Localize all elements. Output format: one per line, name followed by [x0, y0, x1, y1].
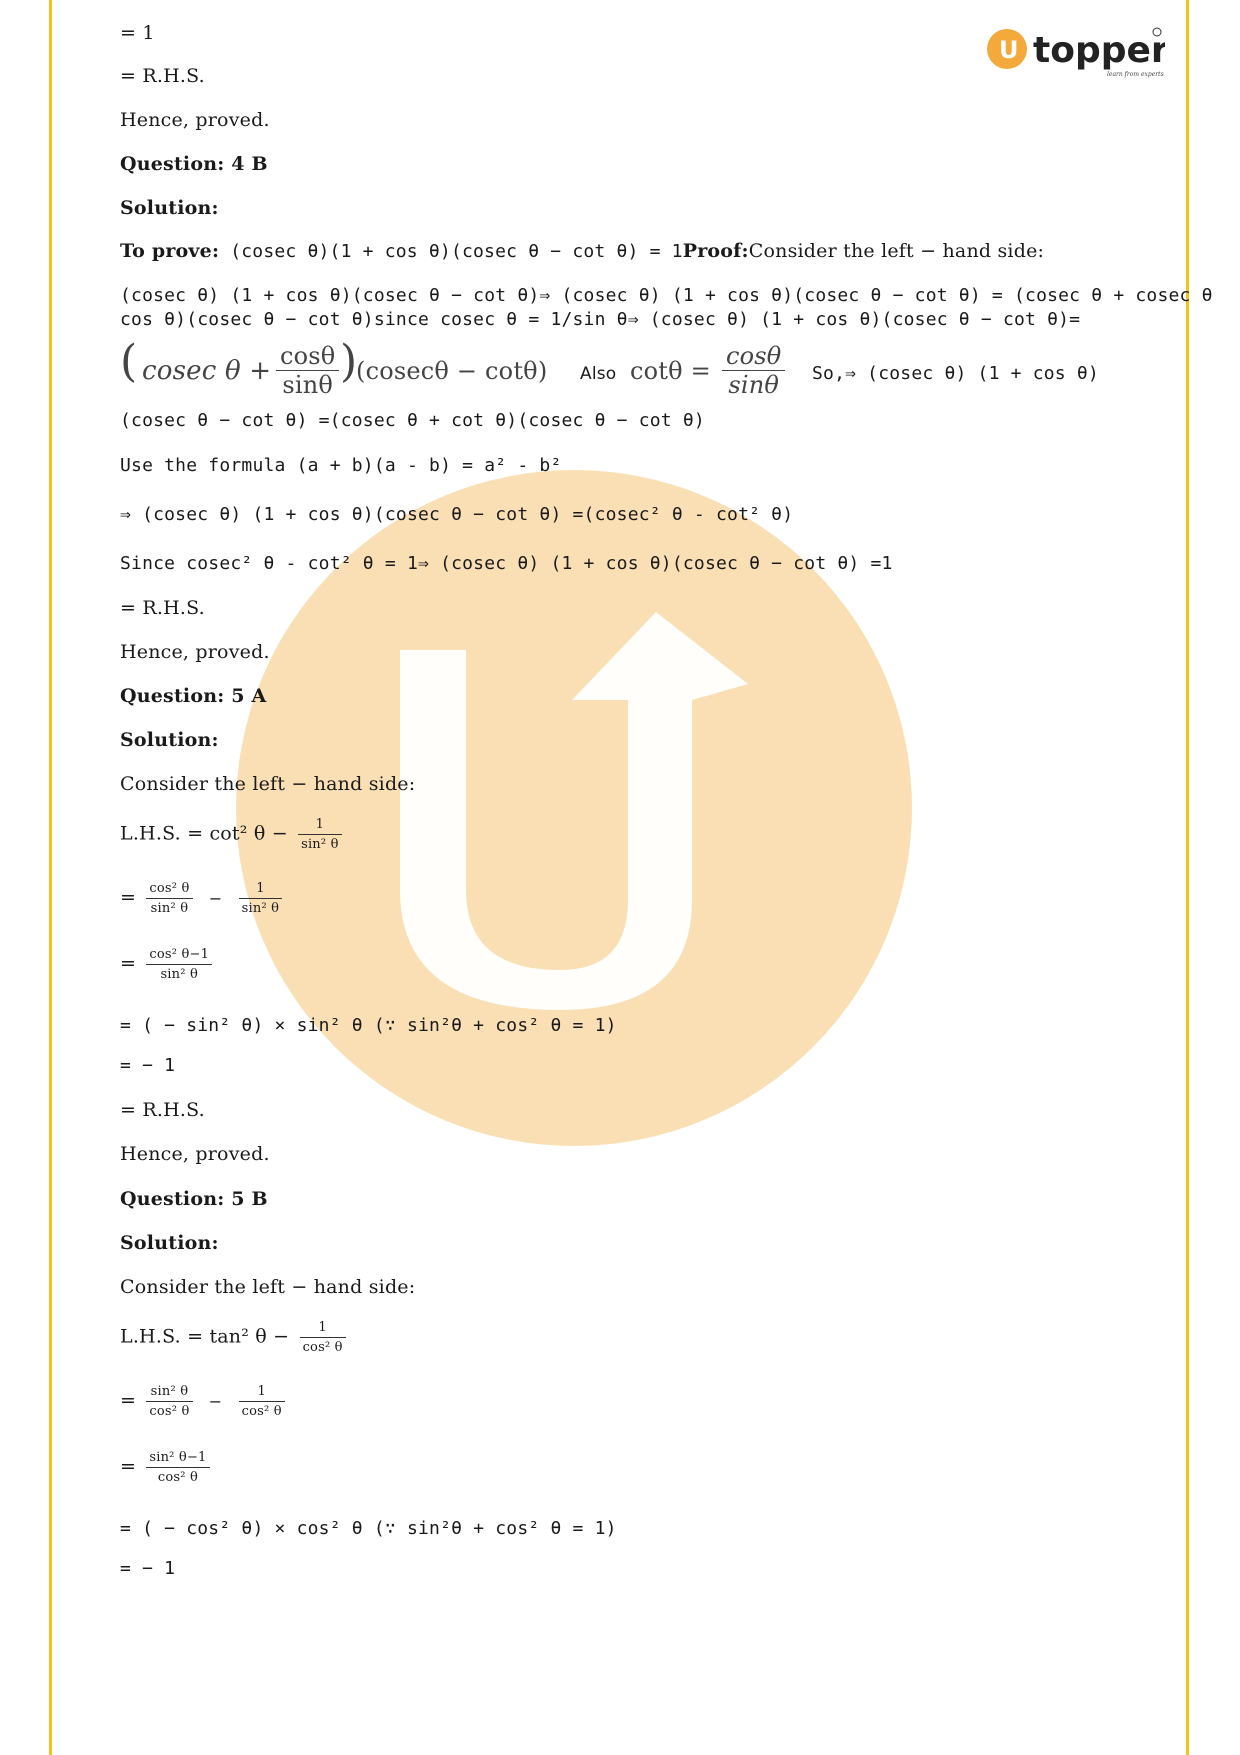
math-fraction-2-den: sinθ [728, 371, 780, 399]
rhs-line: = R.H.S. [120, 65, 205, 87]
question-heading: Question: 5 B [120, 1188, 268, 1210]
step-line: = $\frac{\text{cos² θ}}{\text{sin² θ}}$ − $\frac{1}{\text{sin² θ}}$ [120, 881, 286, 916]
hence-proved: Hence, proved. [120, 641, 270, 663]
fraction-numerator: 1 [298, 817, 342, 835]
lhs-line [120, 817, 346, 852]
math-fraction-1-num: cosθ [276, 342, 339, 371]
step-line: = $\frac{\text{sin² θ−1}}{\text{cos² θ}}$ [120, 1450, 214, 1485]
lhs-line [120, 1320, 350, 1355]
consider-line: Consider the left − hand side: [120, 773, 416, 795]
fraction [146, 1384, 192, 1419]
rhs-line: = R.H.S. [120, 597, 205, 619]
proof-line-5: Since cosec² θ - cot² θ = 1⇒ (cosec θ) (1 + cos θ)(cosec θ − cot θ) =1 [120, 553, 893, 574]
step-line: = ( − cos² θ) × cos² θ (∵ sin²θ + cos² θ = 1) [120, 1518, 617, 1539]
fraction-numerator: 1 [239, 1384, 285, 1402]
math-tail: (cosecθ − cotθ) [356, 357, 548, 385]
fraction [239, 881, 283, 916]
math-fraction-1 [276, 342, 339, 399]
math-cot: cotθ = [630, 357, 711, 385]
question-heading: Question: 5 A [120, 685, 267, 707]
fraction-denominator: cos² θ [241, 1404, 282, 1419]
fraction [239, 1384, 285, 1419]
result-line: = − 1 [120, 1055, 176, 1076]
math-fraction-1-den: sinθ [282, 371, 334, 399]
fraction-numerator: 1 [300, 1320, 346, 1338]
proof-line-2: cos θ)(cosec θ − cot θ)since cosec θ = 1/sin θ⇒ (cosec θ) (1 + cos θ)(cosec θ − cot θ)= [120, 309, 1081, 330]
fraction-denominator: sin² θ [160, 967, 199, 982]
lhs-text: L.H.S. = cot² θ − [120, 822, 288, 845]
consider-line: Consider the left − hand side: [120, 1276, 416, 1298]
solution-heading: Solution: [120, 729, 219, 751]
fraction-denominator: sin² θ [241, 901, 280, 916]
fraction-numerator: sin² θ [146, 1384, 192, 1402]
proof-text: Consider the left − hand side: [748, 240, 1045, 262]
document-body: = 1 = R.H.S. Hence, proved. Question: 4 B Solution: To prove: (cosec θ)(1 + cos θ)(cosec θ − cot θ) = 1Proof:Consider the left − hand side: (cosec θ) (1 + cos θ)(cosec θ − cot θ)⇒ (cosec θ) (1 + cos θ)(cosec θ − cot θ) = (cosec θ + cosec θ cos θ)(cosec θ − cot θ)since cosec θ = 1/sin θ⇒ (cosec θ) (1 + cos θ)(cosec θ − cot θ)= ( cosec θ + $\frac{\cos\theta}{\sin\theta}$ ) (cosecθ − cotθ) Also cotθ = $\frac{\cos\theta}{\sin\theta}$ So,⇒ (cosec θ) (1 + cos θ) (cosec θ − cot θ) =(cosec θ + cot θ)(cosec θ − cot θ) Use the formula (a + b)(a - b) = a² - b² ⇒ (cosec θ) (1 + cos θ)(cosec θ − cot θ) =(cosec² θ - cot² θ) Since cosec² θ - cot² θ = 1⇒ (cosec θ) (1 + cos θ)(cosec θ − cot θ) =1 = R.H.S. Hence, proved. Question: 5 A Solution: Consider the left − hand side: L.H.S. = cot² θ − $\frac{1}{\text{sin² θ}}$ = $\frac{\text{cos² θ}}{\text{sin² θ}}$ − $\frac{1}{\text{sin² θ}}$ = $\frac{\text{cos² θ−1}}{\text{sin² θ}}$ = ( − sin² θ) × sin² θ (∵ sin²θ + cos² θ = 1) = − 1 = R.H.S. Hence, proved. Question: 5 B Solution: Consider the left − hand side: L.H.S. = tan² θ − $\frac{1}{\text{cos² θ}}$ = $\frac{\text{sin² θ}}{\text{cos² θ}}$ − $\frac{1}{\text{cos² θ}}$ = $\frac{\text{sin² θ−1}}{\text{cos² θ}}$ = ( − cos² θ) × cos² θ (∵ sin²θ + cos² θ = 1) = − 1 [120, 22, 1213, 1579]
fraction-numerator: cos² θ [146, 881, 192, 899]
fraction-denominator: sin² θ [301, 837, 339, 852]
fraction [300, 1320, 346, 1355]
to-prove-line [120, 240, 1044, 262]
logo-wordmark: topper [1033, 30, 1165, 71]
result-line: = − 1 [120, 1558, 176, 1579]
fraction-numerator: 1 [239, 881, 283, 899]
hence-proved: Hence, proved. [120, 109, 270, 131]
fraction-numerator: cos² θ−1 [146, 947, 212, 965]
math-cosec: cosec θ + [142, 356, 272, 386]
proof-line-1: (cosec θ) (1 + cos θ)(cosec θ − cot θ)⇒ (cosec θ) (1 + cos θ)(cosec θ − cot θ) = (cosec θ + cosec θ [120, 285, 1213, 306]
rhs-line: = R.H.S. [120, 1099, 205, 1121]
lhs-text: L.H.S. = tan² θ − [120, 1325, 290, 1348]
proof-label: Proof: [682, 240, 749, 262]
math-so: So,⇒ (cosec θ) (1 + cos θ) [812, 363, 1099, 384]
math-also: Also [580, 364, 617, 384]
to-prove-label: To prove: [120, 240, 220, 262]
math-fraction-2 [722, 342, 785, 399]
logo-tagline: learn from experts [1107, 71, 1164, 78]
fraction-denominator: cos² θ [149, 1404, 190, 1419]
fraction [146, 881, 192, 916]
proof-line-4: ⇒ (cosec θ) (1 + cos θ)(cosec θ − cot θ) =(cosec² θ - cot² θ) [120, 504, 794, 525]
fraction-denominator: cos² θ [157, 1470, 199, 1485]
proof-line-3: (cosec θ − cot θ) =(cosec θ + cot θ)(cosec θ − cot θ) [120, 410, 705, 431]
fraction [146, 1450, 209, 1485]
logo-mark: U [999, 36, 1019, 64]
fraction-denominator: cos² θ [302, 1340, 343, 1355]
solution-heading: Solution: [120, 197, 219, 219]
math-fraction-2-num: cosθ [722, 342, 785, 371]
fraction [146, 947, 212, 982]
fraction-numerator: sin² θ−1 [146, 1450, 209, 1468]
formula-line: Use the formula (a + b)(a - b) = a² - b² [120, 455, 562, 476]
fraction [298, 817, 342, 852]
question-heading: Question: 4 B [120, 153, 268, 175]
result-line: = 1 [120, 22, 155, 44]
step-line: = ( − sin² θ) × sin² θ (∵ sin²θ + cos² θ = 1) [120, 1015, 617, 1036]
fraction-denominator: sin² θ [150, 901, 189, 916]
step-line: = $\frac{\text{cos² θ−1}}{\text{sin² θ}}$ [120, 947, 216, 982]
solution-heading: Solution: [120, 1232, 219, 1254]
hence-proved: Hence, proved. [120, 1143, 270, 1165]
to-prove-expr: (cosec θ)(1 + cos θ)(cosec θ − cot θ) = 1 [219, 241, 683, 262]
step-line: = $\frac{\text{sin² θ}}{\text{cos² θ}}$ − $\frac{1}{\text{cos² θ}}$ [120, 1384, 289, 1419]
